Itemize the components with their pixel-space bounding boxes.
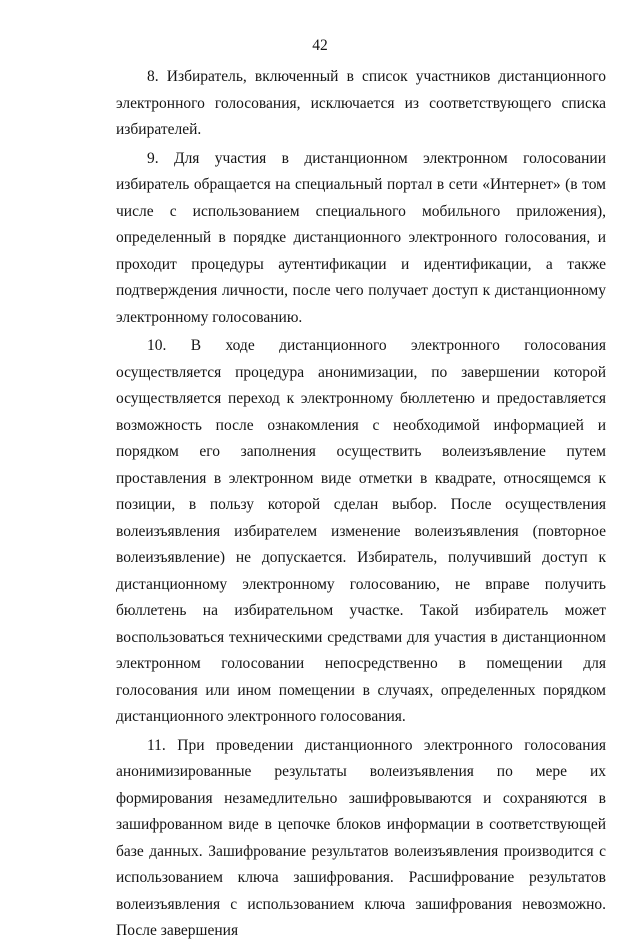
- paragraph-11: 11. При проведении дистанционного электронного голосования анонимизированные результаты волеизъявления по мере их формирования незамедлительно зашифровываются и сохраняются в зашифрованном виде в цепочке блоков информации в соответствующей базе данных. Зашифрование результатов волеизъявления производится с использованием ключа зашифрования. Расшифрование результатов волеизъявления с использованием ключа зашифрования невозможно. После завершения: [116, 736, 606, 939]
- page-number: 42: [312, 37, 328, 54]
- document-body: [116, 64, 606, 947]
- paragraph-10: 10. В ходе дистанционного электронного голосования осуществляется процедура анонимизации, по завершении которой осуществляется переход к электронному бюллетеню и предоставляется возможность после ознакомления с необходимой информацией и порядком его заполнения осуществить волеизъявление путем проставления в электронном виде отметки в квадрате, относящемся к позиции, в пользу которой сделан выбор. После осуществления волеизъявления избирателем изменение волеизъявления (повторное волеизъявление) не допускается. Избиратель, получивший доступ к дистанционному электронному голосованию, не вправе получить бюллетень на избирательном участке. Такой избиратель может воспользоваться техническими средствами для участия в дистанционном электронном голосовании непосредственно в помещении для голосования или ином помещении в случаях, определенных порядком дистанционного электронного голосования.: [116, 337, 606, 725]
- paragraph-9: 9. Для участия в дистанционном электронном голосовании избиратель обращается на специальный портал в сети «Интернет» (в том числе с использованием специального мобильного приложения), определенный в порядке дистанционного электронного голосования, и проходит процедуры аутентификации и идентификации, а также подтверждения личности, после чего получает доступ к дистанционному электронному голосованию.: [116, 149, 606, 326]
- paragraph-8: 8. Избиратель, включенный в список участников дистанционного электронного голосования, исключается из соответствующего списка избирателей.: [116, 68, 606, 138]
